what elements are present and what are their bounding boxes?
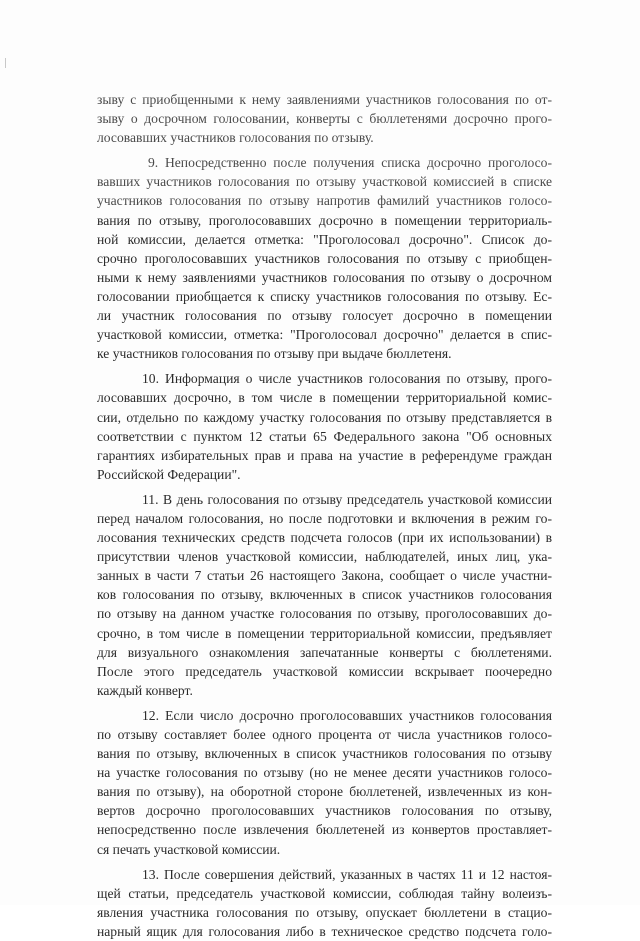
- text-line: по отзыву составляет более одного процента от числа участников голосо-: [97, 727, 552, 742]
- text-line: 10. Информация о числе участников голосования по отзыву, прого-: [142, 371, 552, 387]
- text-line: перед началом голосования, но после подготовки и включения в режим го-: [97, 510, 552, 526]
- text-line: зыву о досрочном голосовании, конверты с бюллетенями досрочно прого-: [97, 111, 552, 127]
- text-line: вавших участников голосования по отзыву участковой комиссией в списке: [97, 174, 552, 190]
- text-line: ной комиссии, делается отметка: "Проголосовал досрочно". Список до-: [97, 231, 552, 247]
- text-line: срочно проголосовавших участников голосования по отзыву с приобщен-: [97, 250, 552, 266]
- document-body: [97, 90, 552, 941]
- text-line: присутствии членов участковой комиссии, наблюдателей, иных лиц, ука-: [97, 549, 552, 565]
- paragraph-11: [97, 490, 552, 700]
- text-line: ся печать участковой комиссии.: [97, 841, 281, 857]
- text-line: лосовавших участников голосования по отзыву.: [97, 130, 374, 146]
- text-line: участковой комиссии, отметка: "Проголосовал досрочно" делается в спис-: [97, 327, 552, 343]
- text-line: 11. В день голосования по отзыву председатель участковой комиссии: [142, 491, 552, 507]
- text-line: срочно, в том числе в помещении территориальной комиссии, предъявляет: [97, 625, 552, 641]
- text-line: участников голосования по отзыву напротив фамилий участников голосо-: [97, 193, 552, 209]
- text-line: сии, отдельно по каждому участку голосования по отзыву представляется в: [97, 409, 552, 425]
- text-line: 12. Если число досрочно проголосовавших участников голосования: [142, 707, 552, 723]
- paragraph-10: [97, 369, 552, 484]
- text-line: явления участника голосования по отзыву, опускает бюллетени в стацио-: [97, 904, 552, 920]
- text-line: 9. Непосредственно после получения списка досрочно проголосо-: [148, 155, 552, 171]
- text-line: щей статьи, председатель участковой комиссии, соблюдая тайну волеизъ-: [97, 885, 552, 901]
- text-line: 13. После совершения действий, указанных в частях 11 и 12 настоя-: [142, 866, 552, 882]
- text-line: гарантиях избирательных прав и права на участие в референдуме граждан: [97, 447, 552, 463]
- text-line: занных в части 7 статьи 26 настоящего Закона, сообщает о числе участни-: [97, 568, 552, 584]
- text-line: ке участников голосования по отзыву при выдаче бюллетеня.: [97, 346, 452, 362]
- text-line: вания по отзыву, включенных в список участников голосования по отзыву: [97, 746, 552, 762]
- text-line: Российской Федерации".: [97, 466, 241, 482]
- text-line: для визуального ознакомления запечатанные конверты с бюллетенями.: [97, 644, 552, 660]
- paragraph-13: [97, 865, 552, 941]
- text-line: на участке голосования по отзыву (но не менее десяти участников голосо-: [97, 765, 552, 781]
- text-line: по отзыву на данном участке голосования по отзыву, проголосовавших до-: [97, 606, 552, 622]
- text-line: соответствии с пунктом 12 статьи 65 Федерального закона "Об основных: [97, 428, 552, 444]
- text-line: лосования технических средств подсчета голосов (при их использовании) в: [97, 530, 552, 546]
- text-line: каждый конверт.: [97, 682, 193, 698]
- text-line: ков голосования по отзыву, включенных в список участников голосования: [97, 587, 552, 603]
- text-line: После этого председатель участковой комиссии вскрывает поочередно: [97, 663, 552, 679]
- paragraph-9: [97, 153, 552, 363]
- text-line: лосовавших досрочно, в том числе в помещении территориальной комис-: [97, 390, 552, 406]
- text-line: нарный ящик для голосования либо в техническое средство подсчета голо-: [97, 923, 552, 939]
- paragraph-continuation: [97, 90, 552, 147]
- scan-artifact: [5, 58, 6, 68]
- text-line: непосредственно после извлечения бюллетеней из конвертов проставляет-: [97, 822, 552, 838]
- text-line: ными к нему заявлениями участников голосования по отзыву о досрочном: [97, 269, 552, 285]
- text-line: вания по отзыву, проголосовавших досрочно в помещении территориаль-: [97, 212, 552, 228]
- text-line: голосовании приобщается к списку участников голосования по отзыву. Ес-: [97, 288, 552, 304]
- text-line: вертов досрочно проголосовавших участников голосования по отзыву,: [97, 803, 552, 819]
- text-line: зыву с приобщенными к нему заявлениями участников голосования по от-: [97, 92, 552, 107]
- text-line: ли участник голосования по отзыву голосует досрочно в помещении: [97, 308, 552, 324]
- text-line: вания по отзыву), на оборотной стороне бюллетеней, извлеченных из кон-: [97, 784, 552, 800]
- paragraph-12: [97, 706, 552, 859]
